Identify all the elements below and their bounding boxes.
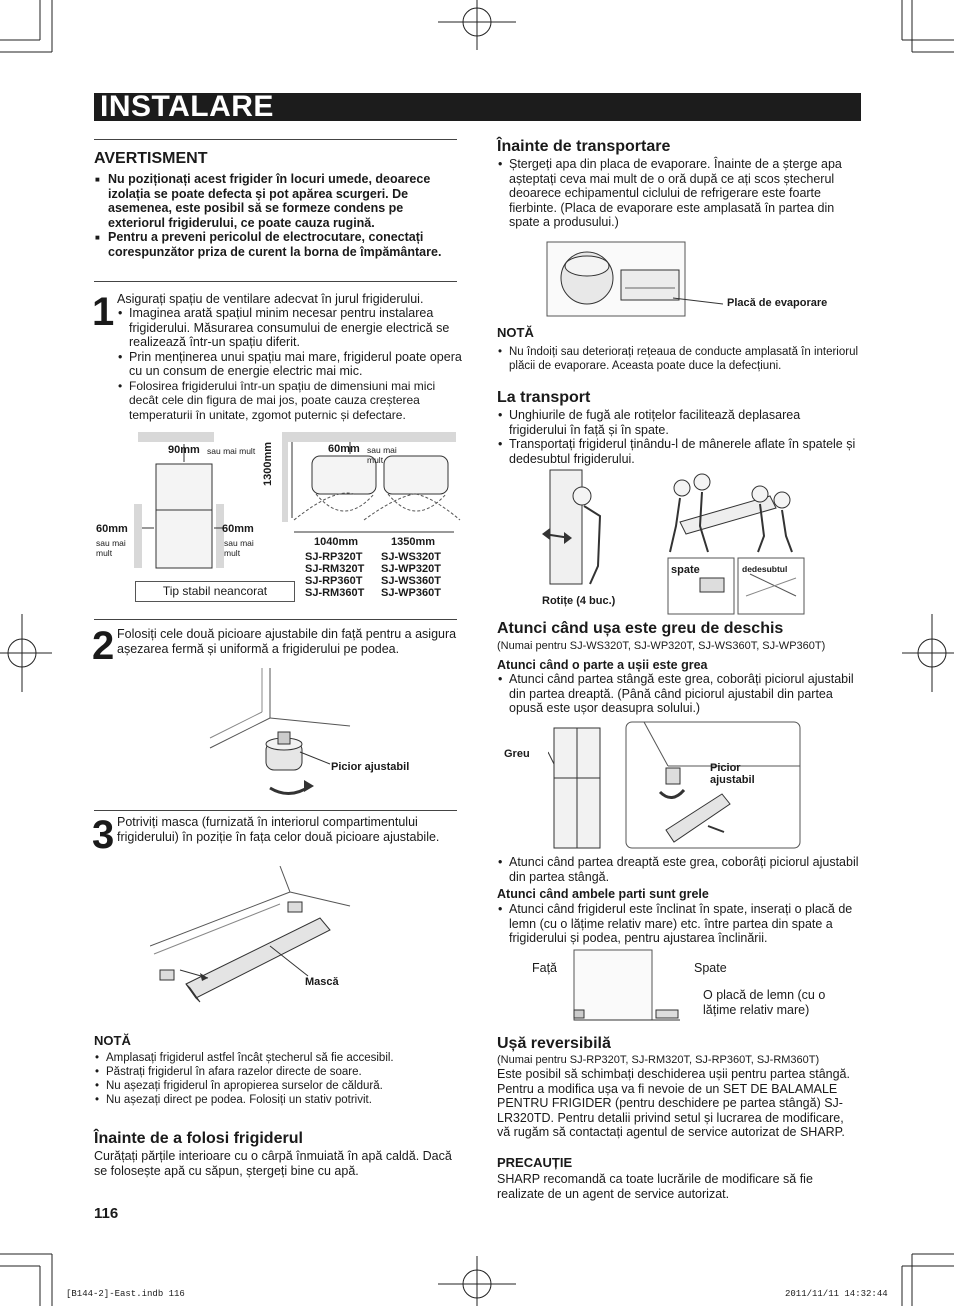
model: SJ-WP360T <box>381 587 441 599</box>
heavy-door-item: • Atunci când partea dreaptă este grea, coborâți piciorul ajustabil din partea stângă. <box>497 855 859 884</box>
step3-text: Potriviți masca (furnizată în interiorul compartimentului frigiderului) în poziție în fața celor două picioare ajustabile. <box>117 815 440 844</box>
back-label: spate <box>671 564 700 576</box>
heavy-door-list3 <box>497 902 863 946</box>
footer-file: [B144-2]-East.indb 116 <box>66 1289 185 1299</box>
divider <box>94 810 457 811</box>
warning-list <box>94 172 462 259</box>
heavy-door-diagram <box>548 720 804 852</box>
board-label: O placă de lemn (cu o lățime relativ mare) <box>703 988 826 1017</box>
note-item: • Nu așezați direct pe podea. Folosiți un stativ potrivit. <box>94 1093 460 1107</box>
note-heading: NOTĂ <box>94 1033 131 1048</box>
page-title: INSTALARE <box>100 90 274 123</box>
transport-diagram <box>540 466 808 616</box>
transport-list <box>497 408 859 466</box>
mask-label: Mască <box>305 976 339 988</box>
page-number: 116 <box>94 1205 119 1222</box>
before-use-text: Curățați părțile interioare cu o cârpă înmuiată în apă caldă. Dacă se folosește apă cu săpun, ștergeți bine cu apă. <box>94 1149 452 1178</box>
step1-bullet: • Imaginea arată spațiul minim necesar pentru instalarea frigiderului. Măsurarea consumului de energie electrică se realizează într-un spațiu diferit. <box>117 306 462 350</box>
caution-text: SHARP recomandă ca toate lucrările de modificare să fie realizate de un agent de service autorizat. <box>497 1172 813 1201</box>
transport-item: • Unghiurile de fugă ale rotițelor facilitează deplasarea frigiderului în față și în spate. <box>497 408 859 437</box>
back-label: Spate <box>694 961 727 975</box>
evaporation-plate-diagram <box>543 238 723 320</box>
gap-note: sau mai mult <box>96 538 126 558</box>
mask-diagram <box>150 866 360 1016</box>
adjustable-foot-label: Picior ajustabil <box>331 761 410 773</box>
heavy-door-list2 <box>497 855 859 884</box>
note-item: • Nu îndoiți sau deteriorați rețeaua de conducte amplasată în interiorul plăcii de evaporare. Aceasta poate duce la defecțiuni. <box>497 345 859 373</box>
transport-item: • Transportați frigiderul ținându-l de mânerele aflate în spatele și dedesubtul frigiderului. <box>497 437 859 466</box>
width1-label: 1040mm <box>314 536 359 548</box>
heavy-label: Greu <box>504 748 530 760</box>
heavy-door-sub2: Atunci când ambele parti sunt grele <box>497 887 709 901</box>
before-transport-heading: Înainte de transportare <box>497 138 671 155</box>
wheels-label: Rotițe (4 buc.) <box>542 595 616 607</box>
heavy-door-models: (Numai pentru SJ-WS320T, SJ-WP320T, SJ-WS360T, SJ-WP360T) <box>497 640 826 652</box>
title-bar <box>94 90 861 123</box>
step-number: 2 <box>92 624 115 668</box>
reversible-text: Este posibil să schimbați deschiderea ușii pentru partea stângă. Pentru a modifica ușa va fi nevoie de un SET DE BALAMALE PENTRU FRIGIDER (pentru deschidere pe partea stângă) SJ-LR320TD. Pentru detalii privind setul și lucrarea de modificare, vă rugăm să contactați agentul de service autorizat de SHARP. <box>497 1067 850 1139</box>
model: SJ-RM360T <box>305 587 365 599</box>
models-list-2 <box>381 551 441 599</box>
reversible-models: (Numai pentru SJ-RP320T, SJ-RM320T, SJ-RP360T, SJ-RM360T) <box>497 1054 820 1066</box>
heavy-door-item: • Atunci când partea stângă este grea, coborâți piciorul ajustabil din partea dreaptă. (Până când piciorul ajustabil din partea opusă este ușor deasupra solului.) <box>497 672 859 716</box>
height-label: 1300mm <box>262 441 274 486</box>
note-item: • Păstrați frigiderul în afara razelor directe de soare. <box>94 1065 460 1079</box>
width2-label: 1350mm <box>391 536 436 548</box>
warning-item: ■ Nu poziționați acest frigider în locuri umede, deoarece izolația se poate defecta și pot apărea scurgeri. De asemenea, este posibil să se formeze condens pe exteriorul frigiderului, ce poate cauza rugină. <box>94 172 462 230</box>
under-label: dedesubtul <box>742 564 788 574</box>
heavy-door-heading: Atunci când ușa este greu de deschis <box>497 620 784 637</box>
before-use-heading: Înainte de a folosi frigiderul <box>94 1130 303 1147</box>
note-list <box>94 1051 460 1107</box>
heavy-door-sub1: Atunci când o parte a ușii este grea <box>497 658 708 672</box>
model: SJ-RP320T <box>305 551 363 563</box>
stand-type-label: Tip stabil neancorat <box>135 581 295 602</box>
divider <box>94 619 457 620</box>
warning-heading: AVERTISMENT <box>94 150 208 167</box>
reversible-heading: Ușă reversibilă <box>497 1035 611 1052</box>
adjustable-foot-diagram <box>200 668 460 808</box>
model: SJ-RP360T <box>305 575 363 587</box>
model: SJ-RM320T <box>305 563 365 575</box>
models-list-1 <box>305 551 364 599</box>
heavy-door-list1 <box>497 672 859 716</box>
note-heading: NOTĂ <box>497 325 534 340</box>
before-transport-item: • Ștergeți apa din placa de evaporare. Înainte de a șterge apa așteptați ceva mai mult de o oră după ce ați scos ștecherul deoarece echipamentul ciclului de refrigerare este foarte fierbinte. (Placa de evaporare este amplasată în partea din spate a produsului.) <box>497 157 859 230</box>
divider <box>94 139 457 140</box>
step-number: 1 <box>92 290 115 334</box>
note-item: • Amplasați frigiderul astfel încât ștecherul să fie accesibil. <box>94 1051 460 1065</box>
transport-heading: La transport <box>497 389 591 406</box>
tilt-diagram <box>560 948 690 1026</box>
gap-note: sau mai mult <box>224 538 254 558</box>
gap-note: sau mai mult <box>207 446 256 456</box>
evaporation-plate-label: Placă de evaporare <box>727 297 828 309</box>
gap-top-label: 90mm <box>168 444 200 456</box>
step1-bullet: • Prin menținerea unui spațiu mai mare, frigiderul poate opera cu un consum de energie electric mai mic. <box>117 350 462 379</box>
step1-list <box>117 306 462 422</box>
model: SJ-WS360T <box>381 575 441 587</box>
note-item: • Nu așezați frigiderul în apropierea surselor de căldură. <box>94 1079 460 1093</box>
step2-text: Folosiți cele două picioare ajustabile din față pentru a asigura așezarea fermă și uniformă a frigiderului pe podea. <box>117 627 457 656</box>
gap-left-label: 60mm <box>96 523 128 535</box>
gap-note: sau mai mult <box>367 445 397 465</box>
before-transport-list <box>497 157 859 230</box>
note-right-list <box>497 345 859 373</box>
warning-item: ■ Pentru a preveni pericolul de electrocutare, conectați corespunzător priza de curent la borna de împământare. <box>94 230 462 259</box>
caution-heading: PRECAUȚIE <box>497 1155 573 1170</box>
step1-bullet: • Folosirea frigiderului într-un spațiu de dimensiuni mai mici decât cele din figura de mai jos, poate cauza creșterea temperaturii în unitate, zgomot puternic și defectare. <box>117 379 462 423</box>
heavy-door-item: • Atunci când frigiderul este înclinat în spate, inserați o placă de lemn (cu o lățime relativ mare) etc. între partea din spate a frigiderului și podea, pentru ajustarea înclinării. <box>497 902 863 946</box>
step-number: 3 <box>92 813 115 857</box>
front-label: Față <box>532 961 558 975</box>
adjustable-foot-label: Picior ajustabil <box>710 762 755 786</box>
gap-right-label: 60mm <box>222 523 254 535</box>
footer-date: 2011/11/11 14:32:44 <box>785 1289 888 1299</box>
model: SJ-WS320T <box>381 551 441 563</box>
model: SJ-WP320T <box>381 563 441 575</box>
step1-intro: Asigurați spațiu de ventilare adecvat în jurul frigiderului. <box>117 292 424 306</box>
divider <box>94 281 457 282</box>
gap-top2-label: 60mm <box>328 443 360 455</box>
